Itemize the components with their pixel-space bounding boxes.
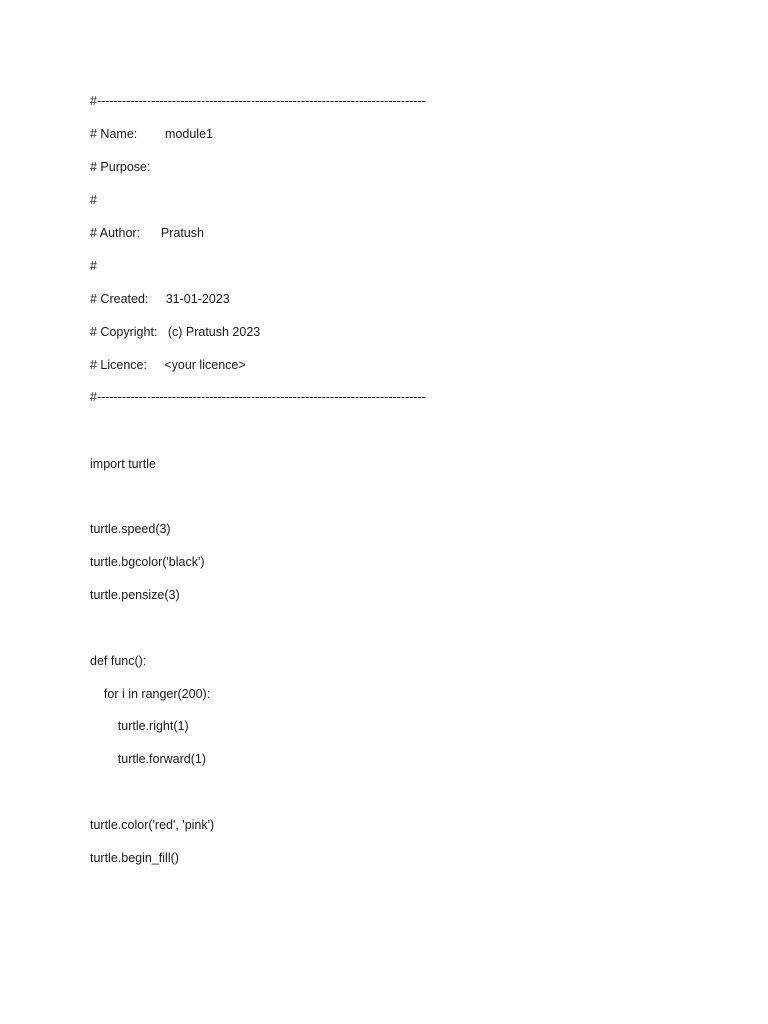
code-line-author: # Author: Pratush (90, 226, 204, 240)
code-line-for-loop: for i in ranger(200): (90, 687, 211, 701)
code-line-created: # Created: 31-01-2023 (90, 292, 230, 306)
code-line-header-rule-top: #------------------------------------------------------------------------------- (90, 94, 426, 108)
code-line-right: turtle.right(1) (90, 719, 189, 733)
code-line-licence: # Licence: <your licence> (90, 358, 246, 372)
code-line-copyright: # Copyright: (c) Pratush 2023 (90, 325, 261, 339)
code-line-purpose: # Purpose: (90, 160, 151, 174)
code-line-blank-comment-2: # (90, 259, 97, 273)
code-line-header-rule-bottom: #------------------------------------------------------------------------------- (90, 390, 426, 404)
code-line-def-func: def func(): (90, 654, 147, 668)
code-line-forward: turtle.forward(1) (90, 752, 207, 766)
code-line-import: import turtle (90, 457, 156, 471)
code-line-pensize: turtle.pensize(3) (90, 588, 180, 602)
code-line-begin-fill: turtle.begin_fill() (90, 851, 179, 865)
code-line-blank-comment-1: # (90, 193, 97, 207)
code-line-bgcolor: turtle.bgcolor('black') (90, 555, 205, 569)
code-line-name: # Name: module1 (90, 127, 213, 141)
code-line-color: turtle.color('red', 'pink') (90, 818, 215, 832)
code-line-speed: turtle.speed(3) (90, 522, 171, 536)
